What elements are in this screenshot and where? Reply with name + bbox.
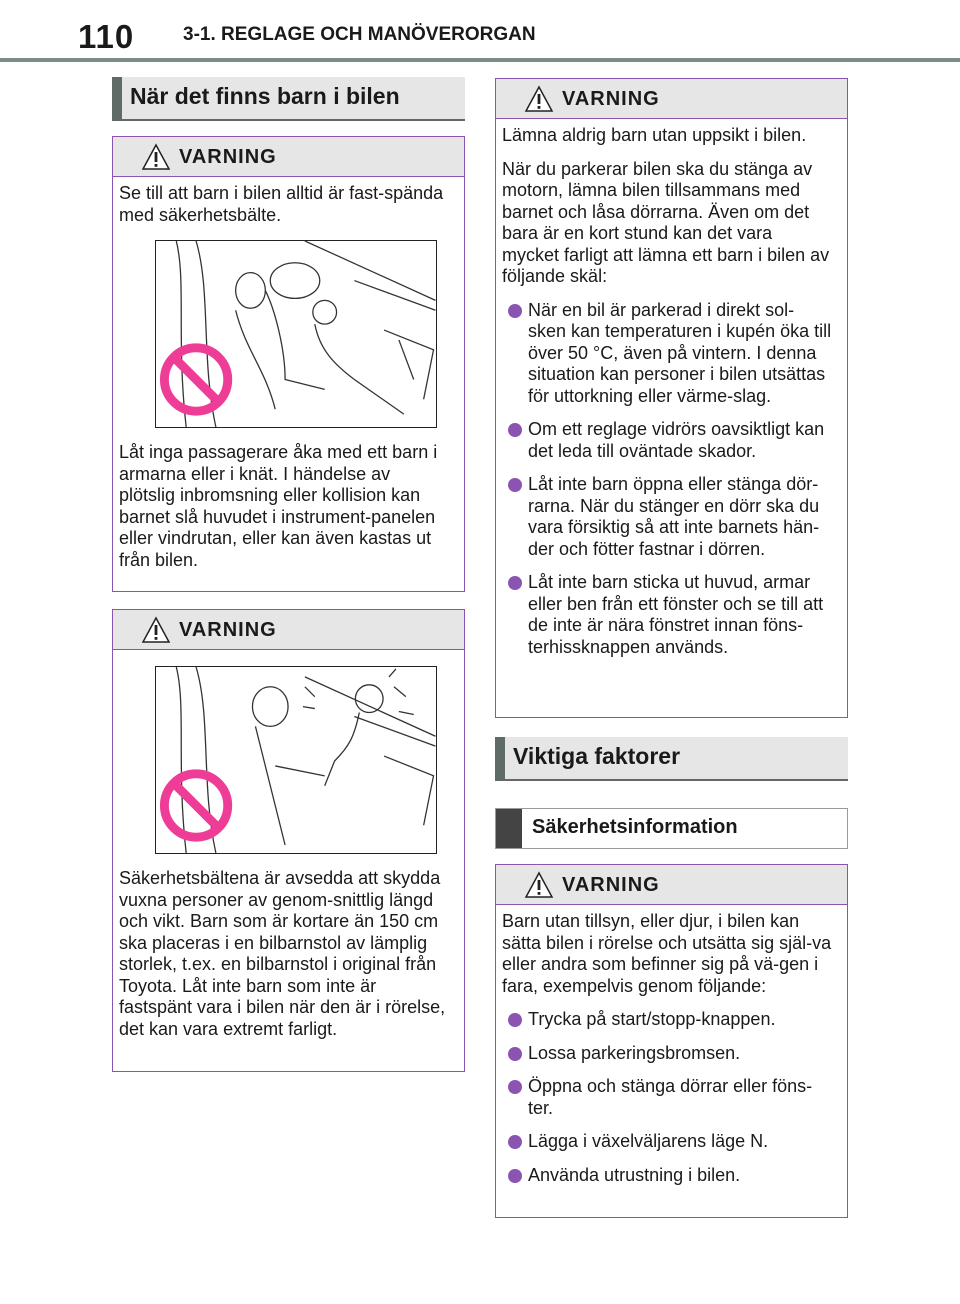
warning-text: Säkerhetsbältena är avsedda att skydda vuxna personer av genom-snittlig längd och vikt. Barn som är kortare än 150 cm ska placeras i en bilbarnstol av lämplig storlek, t.ex. en bilbarnstol i original från Toyota. Låt inte barn som inte är fastspänt vara i bilen när den är i rörelse, det kan vara extremt farligt. <box>119 868 446 1039</box>
warning-text: Se till att barn i bilen alltid är fast-spända med säkerhetsbälte. <box>119 183 444 225</box>
bullet-icon <box>508 576 522 590</box>
list-item <box>502 1165 832 1187</box>
warning-triangle-icon <box>141 616 171 644</box>
warning-label: VARNING <box>179 146 277 168</box>
bullet-icon <box>508 304 522 318</box>
list-item <box>502 1131 832 1153</box>
child-on-lap-illustration <box>155 240 437 428</box>
warning-header <box>113 610 464 650</box>
section-heading-children <box>112 77 465 121</box>
warning-box-seatbelt <box>112 136 465 592</box>
chapter-title: 3-1. REGLAGE OCH MANÖVERORGAN <box>183 24 536 45</box>
list-item <box>502 572 832 658</box>
list-item <box>502 1009 832 1031</box>
subsection-title: Säkerhetsinformation <box>532 816 738 838</box>
bullet-icon <box>508 478 522 492</box>
list-item-text: Om ett reglage vidrörs oavsiktligt kan det leda till oväntade skador. <box>528 419 825 461</box>
bullet-icon <box>508 1047 522 1061</box>
warning-box-safety <box>495 864 848 1218</box>
list-item-text: Låt inte barn sticka ut huvud, armar eller ben från ett fönster och se till att de inte är nära fönstret innan föns-terhissknappen används. <box>528 572 824 657</box>
list-item <box>502 474 832 560</box>
bullet-icon <box>508 1080 522 1094</box>
prohibition-icon <box>164 348 227 411</box>
warning-text: Låt inga passagerare åka med ett barn i armarna eller i knät. I händelse av plötslig inbromsning eller kollision kan barnet slå huvudet i instrument-panelen eller vindrutan, eller kan även kastas ut från bilen. <box>119 442 438 570</box>
warning-label: VARNING <box>179 619 277 641</box>
child-collision-illustration <box>155 666 437 854</box>
warning-label: VARNING <box>562 88 660 110</box>
subsection-bar <box>496 809 522 848</box>
page-number: 110 <box>78 18 135 55</box>
warning-text: Barn utan tillsyn, eller djur, i bilen kan sätta bilen i rörelse och utsätta sig själ-va eller andra som befinner sig på vä-gen i fara, exempelvis genom följande: <box>502 911 832 996</box>
list-item-text: Lägga i växelväljarens läge N. <box>528 1131 769 1151</box>
list-item <box>502 419 832 462</box>
warning-triangle-icon <box>141 143 171 171</box>
bullet-icon <box>508 1135 522 1149</box>
warning-text: När du parkerar bilen ska du stänga av motorn, lämna bilen tillsammans med barnet och låsa dörrarna. Även om det bara är en kort stund kan det vara mycket farligt att lämna ett barn i bilen av följande skäl: <box>502 158 830 286</box>
list-item <box>502 1076 832 1119</box>
warning-header <box>496 865 847 905</box>
list-item-text: Använda utrustning i bilen. <box>528 1164 741 1185</box>
subsection-heading <box>495 808 848 849</box>
warning-box-unattended <box>495 78 848 718</box>
bullet-icon <box>508 423 522 437</box>
bullet-icon <box>508 1013 522 1027</box>
warning-text: Lämna aldrig barn utan uppsikt i bilen. <box>502 125 807 145</box>
warning-header <box>496 79 847 119</box>
list-item-text: Lossa parkeringsbromsen. <box>528 1042 741 1063</box>
header-divider <box>0 58 960 62</box>
list-item <box>502 1043 832 1065</box>
section-heading-factors <box>495 737 848 781</box>
list-item-text: Trycka på start/stopp-knappen. <box>528 1009 776 1029</box>
page-header <box>0 0 960 64</box>
warning-box-child-size <box>112 609 465 1072</box>
bullet-icon <box>508 1169 522 1183</box>
warning-triangle-icon <box>524 871 554 899</box>
warning-triangle-icon <box>524 85 554 113</box>
warning-label: VARNING <box>562 874 660 896</box>
list-item-text: När en bil är parkerad i direkt sol-sken kan temperaturen i kupén öka till över 50 °C, även på vintern. I denna situation kan personer i bilen utsättas för uttorkning eller värme-slag. <box>528 299 832 406</box>
list-item-text: Öppna och stänga dörrar eller föns-ter. <box>528 1076 813 1118</box>
list-item <box>502 300 832 408</box>
section-title: Viktiga faktorer <box>513 743 681 769</box>
list-item-text: Låt inte barn öppna eller stänga dör-rarna. När du stänger en dörr ska du vara försiktig så att inte barnets hän-der och fötter fastnar i dörren. <box>528 474 820 559</box>
section-title: När det finns barn i bilen <box>130 83 400 109</box>
warning-header <box>113 137 464 177</box>
prohibition-icon <box>164 774 227 837</box>
